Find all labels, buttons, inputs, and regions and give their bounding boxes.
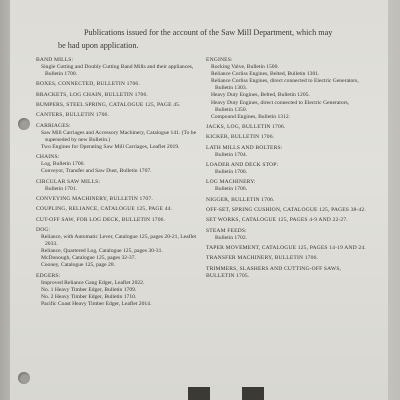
entry-subitem: Log, Bulletin 1706.: [41, 161, 85, 168]
intro-line: Publications issued for the account of the Saw Mill Department, which may: [84, 28, 333, 37]
entry-heading: OFF-SET, SPRING CUSHION, CATALOGUE 125, PAGES 38-42.: [206, 207, 366, 213]
index-entry: [36, 57, 206, 78]
intro-paragraph: [58, 26, 358, 52]
index-entry: [206, 145, 368, 159]
index-entry: [206, 228, 368, 242]
index-entry: [36, 179, 206, 193]
right-column: [206, 57, 368, 283]
entry-heading: CIRCULAR SAW MILLS:: [36, 178, 101, 185]
punch-hole: [18, 118, 30, 130]
entry-heading: DOG:: [36, 226, 51, 233]
entry-heading: CANTERS, BULLETIN 1706.: [36, 112, 110, 119]
entry-heading: KICKER, BULLETIN 1706.: [206, 134, 275, 141]
entry-heading: NIGGER, BULLETIN 1706.: [206, 196, 275, 203]
index-entry: [206, 124, 368, 131]
entry-heading: TRIMMERS, SLASHERS AND CUTTING-OFF SAWS, BULLETIN 1705.: [206, 265, 342, 279]
entry-heading: BAND MILLS:: [36, 57, 74, 63]
entry-heading: ENGINES:: [206, 57, 233, 63]
entry-subitem: McDonough, Catalogue 125, pages 32-37.: [41, 255, 136, 262]
index-entry: [36, 123, 206, 151]
entry-heading: TRANSFER MACHINERY, BULLETIN 1706.: [206, 255, 319, 262]
entry-heading: CONVEYING MACHINERY, BULLETIN 1707.: [36, 196, 153, 202]
entry-subitem: Reliance Corliss Engines, Belted, Bulletin 1301.: [211, 71, 320, 78]
index-entry: [36, 92, 206, 99]
index-entry: [206, 266, 368, 280]
entry-subitem: Compound Engines, Bulletin 1312.: [211, 113, 291, 120]
entry-subitem: Conveyor, Transfer and Saw Dust, Bulletin 1707.: [41, 168, 152, 175]
entry-heading: TAPER MOVEMENT, CATALOGUE 125, PAGES 14-19 AND 24.: [206, 244, 366, 251]
entry-heading: BRACKETS, LOG CHAIN, BULLETIN 1706.: [36, 91, 148, 98]
index-entry: [36, 206, 206, 213]
entry-heading: BOXES, CONNECTED, BULLETIN 1706.: [36, 81, 140, 88]
entry-subitem: No. 2 Heavy Timber Edger, Bulletin 1710.: [41, 293, 137, 300]
entry-subitem: No. 1 Heavy Timber Edger, Bulletin 1709.: [41, 286, 137, 293]
entry-subitem: Reliance, Quartered Log, Catalogue 125, pages 30-31.: [41, 248, 163, 255]
entry-subitem: Rocking Valve, Bulletin 1500.: [211, 64, 279, 71]
index-entry: [206, 207, 368, 214]
entry-heading: BUMPERS, STEEL SPRING, CATALOGUE 125, PAGE 45.: [36, 102, 181, 109]
index-entry: [36, 81, 206, 88]
entry-heading: STEAM FEEDS:: [206, 227, 247, 234]
index-entry: [36, 273, 206, 308]
entry-subitem: Single Cutting and Doubly Cutting Band Mills and their appliances, Bulletin 1700.: [41, 64, 194, 78]
index-entry: [36, 154, 206, 175]
entry-heading: JACKS, LOG, BULLETIN 1706.: [206, 124, 286, 131]
index-entry: [206, 57, 368, 121]
punch-hole: [18, 372, 30, 384]
entry-subitem: Reliance Corliss Engines, direct connected to Electric Generators, Bulletin 1303.: [211, 78, 359, 92]
binding-tab: [242, 387, 264, 400]
entry-heading: CUT-OFF SAW, FOR LOG DECK, BULLETIN 1706.: [36, 216, 166, 223]
entry-heading: LOADER AND DECK STOP:: [206, 161, 279, 168]
entry-reference: Bulletin 1706.: [215, 169, 248, 176]
intro-line: be had upon application.: [58, 41, 139, 50]
entry-subitem: Reliance, with Automatic Lever, Catalogue 125, pages 20-21, Leaflet 2033.: [41, 233, 197, 248]
index-entry: [36, 102, 206, 109]
entry-heading: EDGERS:: [36, 272, 61, 279]
left-column: [36, 57, 206, 311]
entry-subitem: Heavy Duty Engines, Belted, Bulletin 1205.: [211, 92, 310, 99]
index-entry: [206, 162, 368, 176]
index-entry: [36, 112, 206, 119]
entry-subitem: Cooney, Catalogue 125, page 28.: [41, 262, 116, 269]
entry-subitem: Pacific Coast Heavy Timber Edger, Leaflet 2014.: [41, 300, 152, 307]
entry-heading: COUPLING, RELIANCE, CATALOGUE 125, PAGE 44.: [36, 206, 173, 213]
binding-tab: [188, 387, 210, 400]
index-entry: [36, 227, 206, 270]
entry-heading: LOG MACHINERY:: [206, 179, 256, 186]
index-entry: [206, 179, 368, 193]
entry-subitem: Two Engines for Operating Saw Mill Carriages, Leaflet 2019.: [41, 143, 180, 150]
index-entry: [206, 245, 368, 252]
entry-heading: LATH MILLS AND BOLTERS:: [206, 144, 283, 151]
index-entry: [206, 255, 368, 262]
entry-reference: Bulletin 1701.: [45, 185, 78, 192]
index-entry: [206, 134, 368, 141]
entry-heading: CHAINS:: [36, 154, 60, 161]
entry-subitem: Saw Mill Carriages and Accessory Machinery, Catalogue 141. (To be superseded by new Bulletin.): [41, 129, 197, 143]
entry-reference: Bulletin 1706.: [215, 186, 248, 193]
entry-subitem: Improved Reliance Gang Edger, Leaflet 2022.: [41, 279, 145, 286]
index-entry: [36, 217, 206, 224]
entry-reference: Bulletin 1702.: [215, 234, 248, 241]
index-entry: [36, 196, 206, 203]
entry-heading: SET WORKS, CATALOGUE 125, PAGES 4-9 AND 22-27.: [206, 217, 348, 224]
entry-heading: CARRIAGES:: [36, 122, 71, 129]
index-entry: [206, 217, 368, 224]
index-entry: [206, 197, 368, 204]
entry-subitem: Heavy Duty Engines, direct connected to Electric Generators, Bulletin 1350.: [211, 99, 350, 113]
entry-reference: Bulletin 1704.: [215, 151, 248, 158]
